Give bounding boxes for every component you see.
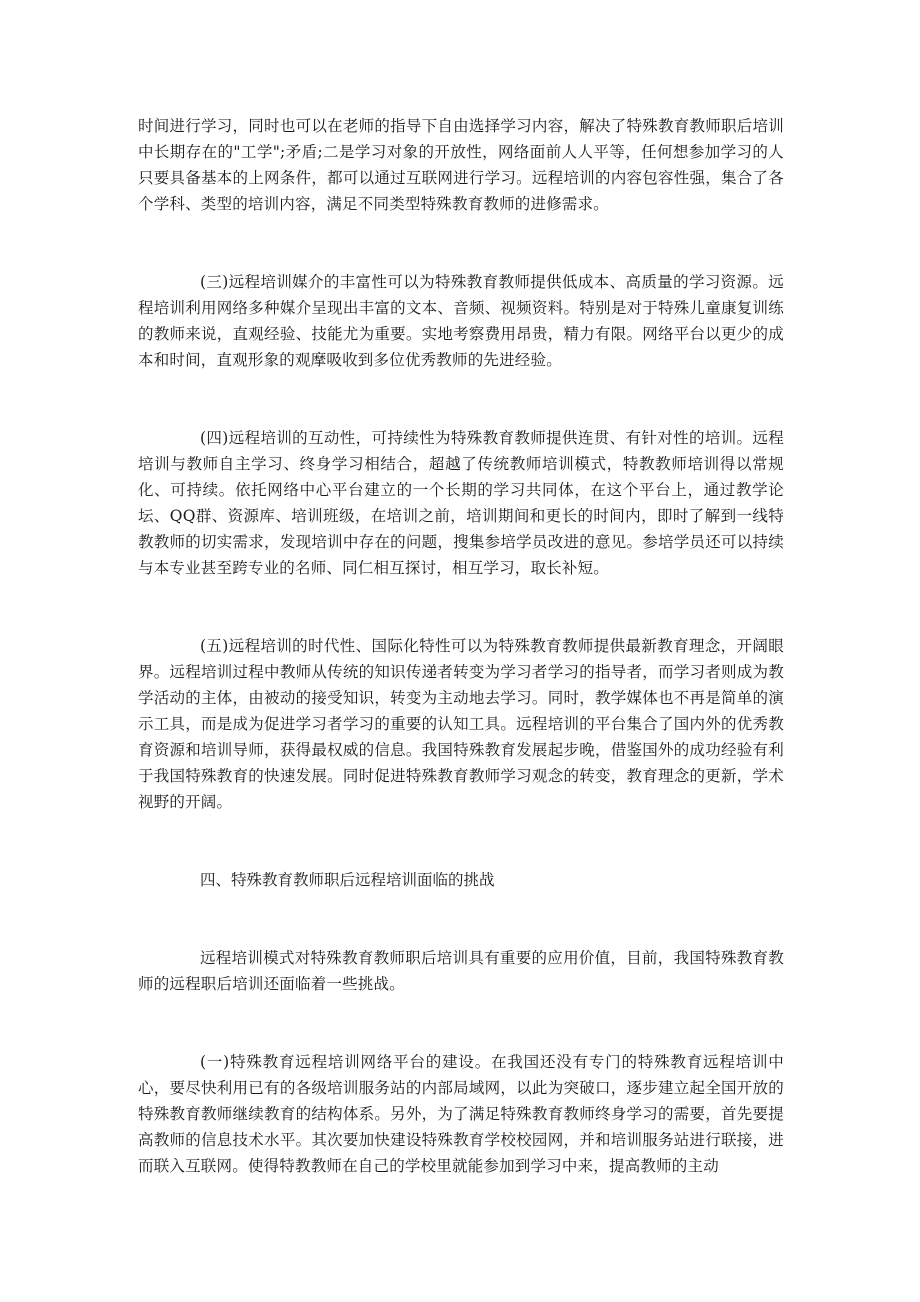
paragraph-intro: 远程培训模式对特殊教育教师职后培训具有重要的应用价值，目前，我国特殊教育教师的远程职后培训还面临着一些挑战。 (138, 949, 784, 993)
paragraph-one: (一)特殊教育远程培训网络平台的建设。在我国还没有专门的特殊教育远程培训中心，要尽快利用已有的各级培训服务站的内部局域网，以此为突破口，逐步建立起全国开放的特殊教育教师继续教育的结构体系。另外，为了满足特殊教育教师终身学习的需要，首先要提高教师的信息技术水平。其次要加快建设特殊教育学校校园网，并和培训服务站进行联接，进而联入互联网。使得特教教师在自己的学校里就能参加到学习中来，提高教师的主动 (138, 1053, 784, 1175)
paragraph-continuation: 时间进行学习，同时也可以在老师的指导下自由选择学习内容，解决了特殊教育教师职后培训中长期存在的"工学";矛盾;二是学习对象的开放性，网络面前人人平等，任何想参加学习的人只要具备基本的上网条件，都可以通过互联网进行学习。远程培训的内容包容性强，集合了各个学科、类型的培训内容，满足不同类型特殊教育教师的进修需求。 (138, 117, 784, 213)
paragraph-five: (五)远程培训的时代性、国际化特性可以为特殊教育教师提供最新教育理念，开阔眼界。远程培训过程中教师从传统的知识传递者转变为学习者学习的指导者，而学习者则成为教学活动的主体，由被动的接受知识，转变为主动地去学习。同时，教学媒体也不再是简单的演示工具，而是成为促进学习者学习的重要的认知工具。远程培训的平台集合了国内外的优秀教育资源和培训导师，获得最权威的信息。我国特殊教育发展起步晚，借鉴国外的成功经验有利于我国特殊教育的快速发展。同时促进特殊教育教师学习观念的转变，教育理念的更新，学术视野的开阔。 (138, 637, 784, 811)
section-heading: 四、特殊教育教师职后远程培训面临的挑战 (200, 871, 495, 889)
paragraph-three: (三)远程培训媒介的丰富性可以为特殊教育教师提供低成本、高质量的学习资源。远程培训利用网络多种媒介呈现出丰富的文本、音频、视频资料。特别是对于特殊儿童康复训练的教师来说，直观经验、技能尤为重要。实地考察费用昂贵，精力有限。网络平台以更少的成本和时间，直观形象的观摩吸收到多位优秀教师的先进经验。 (138, 273, 784, 369)
paragraph-four: (四)远程培训的互动性，可持续性为特殊教育教师提供连贯、有针对性的培训。远程培训与教师自主学习、终身学习相结合，超越了传统教师培训模式，特教教师培训得以常规化、可持续。依托网络中心平台建立的一个长期的学习共同体，在这个平台上，通过教学论坛、QQ群、资源库、培训班级，在培训之前，培训期间和更长的时间内，即时了解到一线特教教师的切实需求，发现培训中存在的问题，搜集参培学员改进的意见。参培学员还可以持续与本专业甚至跨专业的名师、同仁相互探讨，相互学习，取长补短。 (138, 429, 784, 577)
